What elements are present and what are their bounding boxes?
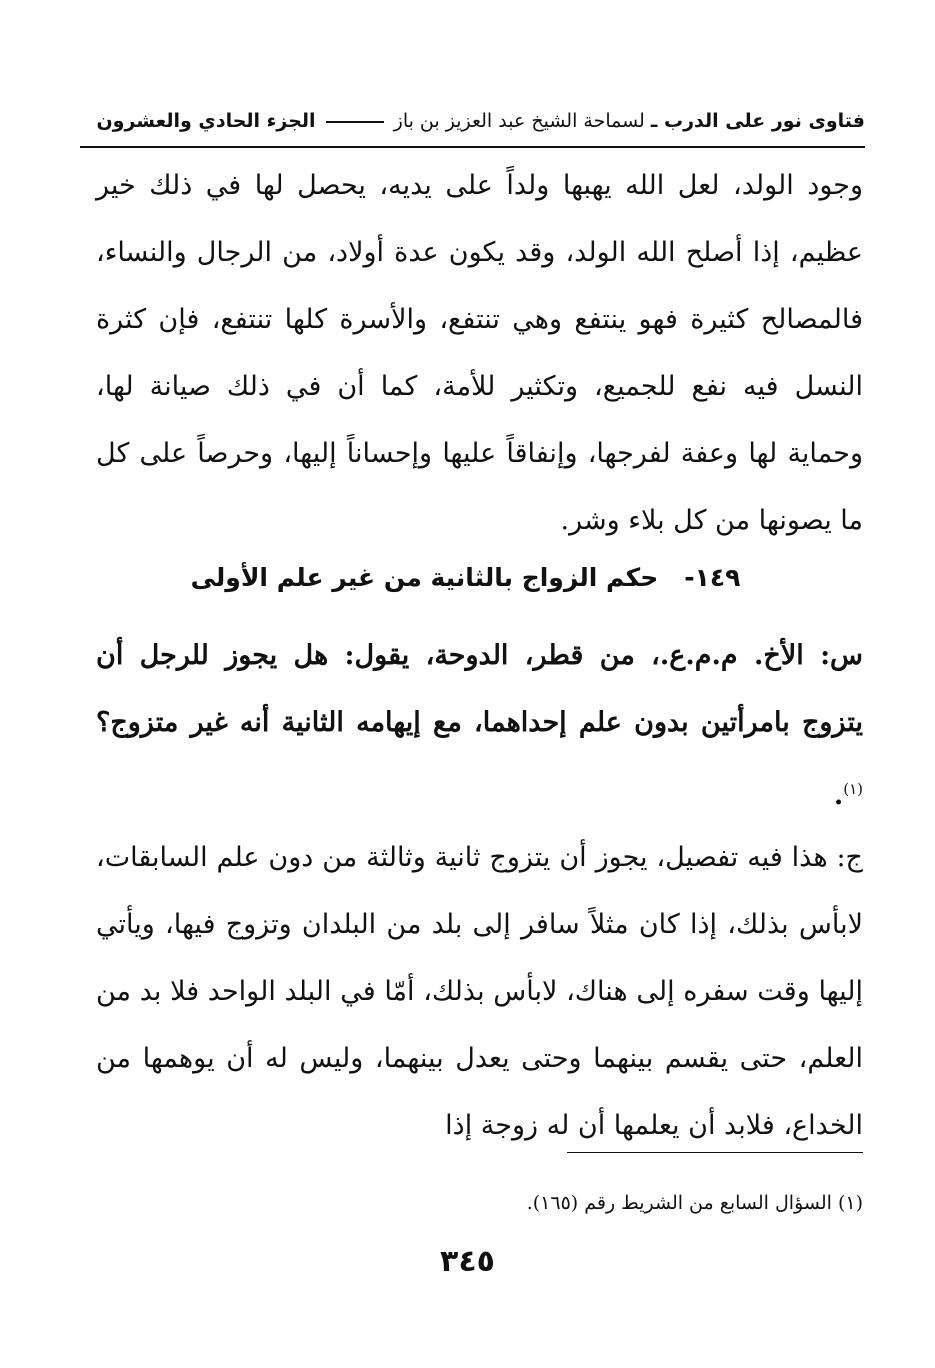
author-name: لسماحة الشيخ عبد العزيز بن باز: [393, 110, 645, 132]
footnote-rule: [567, 1152, 863, 1153]
volume-label: الجزء الحادي والعشرون: [96, 110, 316, 132]
fatwa-number: ١٤٩-: [684, 563, 741, 592]
body-paragraph: وجود الولد، لعل الله يهبها ولداً على يديه، يحصل لها في ذلك خير عظيم، إذا أصلح الله الولد، وقد يكون عدة أولاد، من الرجال والنساء، فالمصالح كثيرة فهو ينتفع وهي تنتفع، والأسرة كلها تنتفع، فإن كثرة النسل فيه نفع للجميع، وتكثير للأمة، كما أن في ذلك صيانة لها، وحماية لها وعفة لفرجها، وإنفاقاً عليها وإحساناً إليها، وحرصاً على كل ما يصونها من كل بلاء وشر.: [96, 170, 863, 536]
header-rule: [80, 146, 865, 148]
answer-paragraph: ج: هذا فيه تفصيل، يجوز أن يتزوج ثانية وثالثة من دون علم السابقات، لابأس بذلك، إذا كان مثلاً سافر إلى بلد من البلدان وتزوج فيها، ويأتي إليها وقت سفره إلى هناك، لابأس بذلك، أمّا في البلد الواحد فلا بد من العلم، حتى يقسم بينهما وحتى يعدل بينهما، وليس له أن يوهمها من الخداع، فلابد أن يعلمها أن له زوجة إذا: [96, 842, 863, 1141]
running-header: [80, 104, 865, 144]
footnote: (١) السؤال السابع من الشريط رقم (١٦٥).: [526, 1192, 863, 1214]
fatwa-heading: [180, 552, 751, 604]
header-dash: [326, 121, 384, 123]
question-text: س: الأخ. م.م.ع.، من قطر، الدوحة، يقول: هل يجوز للرجل أن يتزوج بامرأتين بدون علم إحداهما، مع إيهامه الثانية أنه غير متزوج؟: [96, 640, 863, 738]
question-end: .: [833, 780, 844, 811]
fatwa-title: حكم الزواج بالثانية من غير علم الأولى: [190, 563, 659, 592]
book-title: فتاوى نور على الدرب ـ: [650, 110, 865, 132]
page-number: ٣٤٥: [440, 1244, 495, 1279]
footnote-reference[interactable]: (١): [843, 780, 863, 798]
question-paragraph: [96, 622, 863, 829]
